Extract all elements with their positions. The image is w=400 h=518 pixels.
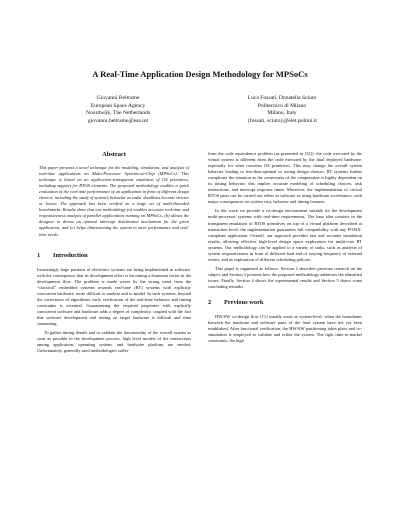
right-column — [208, 151, 362, 347]
left-column — [37, 151, 191, 357]
paragraph: In this work we provide a co-design environment suitable for the development multi-processor systems with real-time requirements. The base idea consists in the transparent emulation of RTOS primitives on top of a virtual platform described at transaction level; the implementation guarantees full compatibility with any POSIX-compliant application. Overall, our approach provides fast and accurate simulation results, allowing effective high-level design space exploration for multi-core RT systems. Our methodology can be applied to a variety of tasks, such as analysis of system responsiveness in front of different load and of varying frequency of external events, and as exploration of different scheduling policies. — [208, 208, 362, 262]
abstract-heading: Abstract — [102, 151, 126, 158]
section-heading-previous-work — [208, 299, 362, 307]
section-title: Introduction — [53, 251, 88, 259]
author-name: Luca Fossati, Donatella Sciuto — [247, 95, 317, 101]
section-number: 1 — [37, 251, 41, 259]
paragraph: Increasingly large portions of electronic systems are being implemented in software, with the consequence that its development effort is becoming a dominant factor in the development flow. The problem is made worse by the strong trend from the “classical” embedded systems towards real-time (RT) systems with explicitly concurrent hardware, more difficult to analyze and to model. In such systems, beyond the correctness of algorithms, early verification of the real-time behavior and timing constraints is essential. Guaranteeing the required properties with explicitly concurrent software and hardware adds a degree of complexity, coupled with the fact that software development and testing on target hardware is difficult and time consuming. — [37, 266, 191, 326]
abstract-text: This paper presents a novel technique for the modeling, simulation, and analysis of real-time applications on Multi-Processor Systems-on-Chip (MPSoCs). This technique is based on an application-transparent emulation of OS primitives, including support for RTOS elements. The proposed methodology enables a quick evaluation of the real-time performance of an application in front of different design choices, including the study of system's behavior as tasks' deadlines become stricter or looser. The approach has been verified on a large set of multi-threaded benchmarks. Results show that our methodology (a) enables accurate real-time and responsiveness analysis of parallel applications running on MPSoCs, (b) allows the designer to devise an optimal interrupt distribution mechanism for the given application, and (c) helps dimensioning the system to meet performance and real-time needs. — [39, 165, 189, 237]
author-block-1 — [38, 95, 198, 125]
author-affiliation: European Space Agency — [90, 102, 146, 109]
paper-title: A Real-Time Application Design Methodology for MPSoCs — [92, 69, 308, 79]
author-address: Milano, Italy — [267, 110, 297, 116]
paragraph: from the code equivalence problem (as presented in [12]): the code executed by the virtual system is different from the code executed by the final deployed hardware, especially for what concerns OS primitives. This may change the overall system behavior leading to less-than-optimal or wrong design choices. RT systems further complicate the situation as the correctness of the computation is highly dependent on its timing behavior; this implies accurate modeling of scheduling choices, task interactions, and interrupt response times. Moreover, the implementation of critical RTOS parts can be carried out either in software or using hardware accelerators, with major consequences on system cost, behavior and timing features. — [208, 151, 362, 205]
author-address: Noordwijk, The Netherlands — [85, 110, 151, 116]
paragraph: To gather timing details and to validate the functionality of the overall system as soon as possible in the development process, high level models of the interactions among application, operating system, and hardware platform are needed. Unfortunately, generally used methodologies suffer — [37, 330, 191, 354]
abstract-section — [37, 151, 191, 238]
author-email: {fossati, sciuto}@elet.polimi.it — [247, 117, 317, 124]
paragraph: This paper is organized as follows: Section 2 describes previous research on the subject and Section 3 presents how the proposed methodology addresses the identified issues. Finally, Section 4 shows the experimental results and Section 5 draws some concluding remarks. — [208, 265, 362, 289]
section-number: 2 — [208, 299, 212, 307]
paragraph: HW/SW co-design flow [11] usually starts at system-level, when the boundaries between the hardware and software parts of the final system have not yet been established. After functional verification, the HW/SW partitioning takes place and co-simulation is employed to validate and refine the system. The tight time-to-market constraints, the high — [208, 314, 362, 344]
author-affiliation: Politecnico di Milano — [257, 102, 307, 109]
section-title: Previous work — [224, 299, 264, 307]
author-name: Giovanni Beltrame — [96, 95, 140, 101]
author-email: giovanni.beltrame@esa.int — [87, 117, 149, 124]
author-block-2 — [202, 95, 362, 125]
section-heading-introduction — [37, 252, 191, 260]
